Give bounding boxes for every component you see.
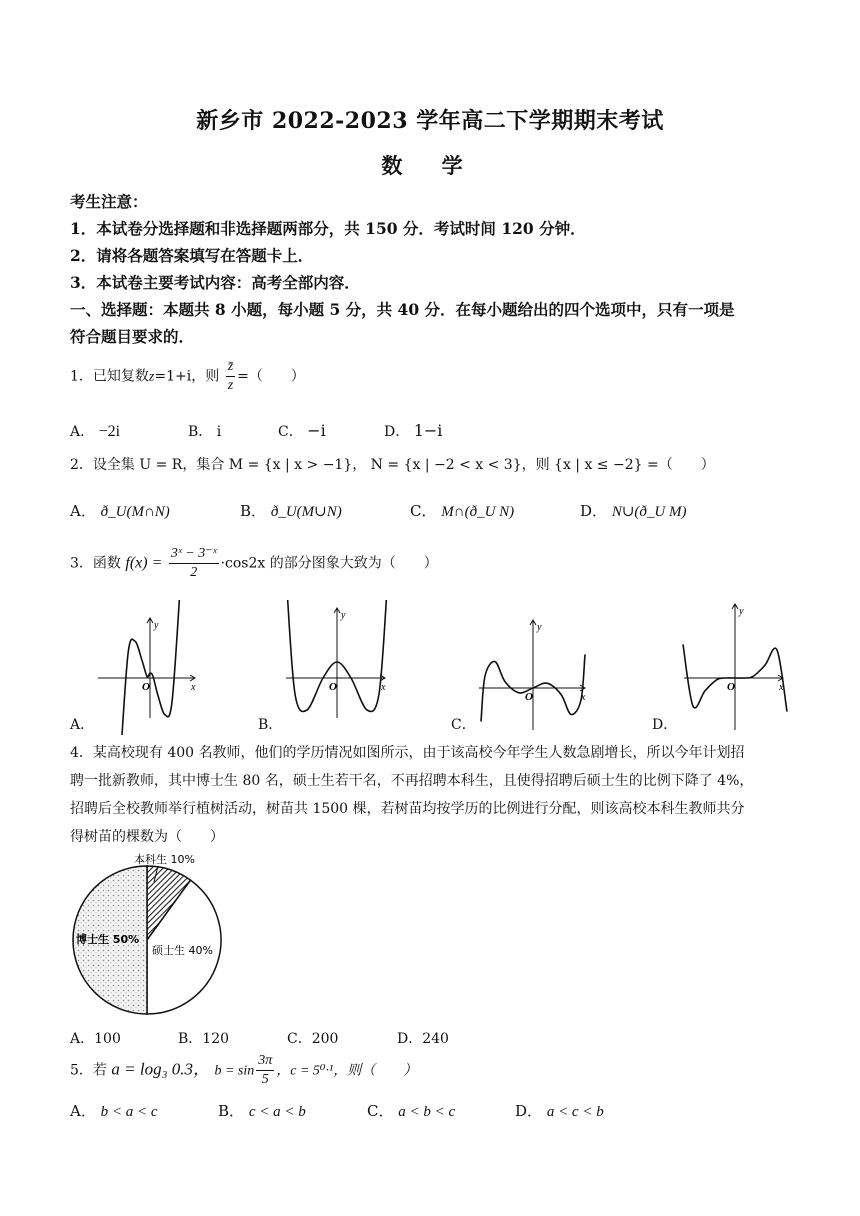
option-text: 1−i — [413, 421, 443, 440]
q5-option-d[interactable] — [515, 1100, 604, 1121]
option-text: i — [216, 424, 222, 440]
q1-fraction — [226, 358, 235, 395]
question-5-stem — [70, 1052, 800, 1089]
exam-title: 新乡市 2022-2023 学年高二下学期期末考试 — [196, 108, 664, 134]
option-label: D． — [580, 502, 608, 520]
q5-a-def: a = log₃ 0.3， — [111, 1059, 210, 1079]
q1-var: z — [148, 369, 155, 385]
q5-text: 5．若 — [70, 1062, 107, 1079]
x-axis-label: x — [581, 692, 586, 703]
q5-frac-den: 5 — [261, 1072, 269, 1087]
option-label: C． — [287, 1031, 312, 1047]
q3-option-c[interactable]: C． — [451, 717, 476, 733]
question-1-stem — [70, 358, 800, 395]
origin-label: O — [329, 681, 337, 693]
q3-func: f(x) = — [125, 554, 163, 572]
pie-label-master: 硕士生 40% — [152, 944, 213, 957]
q2-option-c[interactable] — [410, 500, 514, 521]
option-label: A． — [70, 424, 95, 440]
x-axis-label: x — [381, 682, 386, 693]
option-label: C． — [410, 502, 437, 520]
q3-option-a[interactable]: A． — [70, 717, 95, 733]
option-label: B． — [188, 424, 213, 440]
option-text: 240 — [422, 1031, 449, 1047]
option-label: D． — [515, 1102, 543, 1120]
option-label: B． — [178, 1031, 203, 1047]
option-label: C． — [278, 424, 303, 440]
q1-option-a[interactable] — [70, 421, 120, 441]
option-label: A． — [70, 1102, 96, 1120]
option-text: 100 — [94, 1031, 121, 1047]
y-axis-label: y — [341, 610, 346, 621]
q3-text-2: ·cos2x 的部分图象大致为（ ） — [220, 555, 438, 572]
q4-option-c[interactable] — [287, 1028, 338, 1048]
q5-frac-num: 3π — [256, 1052, 274, 1071]
option-text: a < b < c — [398, 1104, 456, 1120]
q1-frac-den: z — [227, 378, 234, 393]
q3-frac-den: 2 — [190, 565, 198, 580]
q1-frac-num: z̄ — [226, 358, 235, 377]
option-text: c < a < b — [248, 1104, 306, 1120]
notice-item-1: 1．本试卷分选择题和非选择题两部分，共 150 分．考试时间 120 分钟． — [70, 219, 586, 238]
q1-text-2: =1+i，则 — [154, 368, 220, 385]
question-3-stem — [70, 545, 800, 582]
question-2-stem: 2．设全集 U = R，集合 M = {x | x > −1}， N = {x | −2 < x < 3}，则 {x | x ≤ −2} =（ ） — [70, 457, 715, 473]
origin-label: O — [727, 681, 735, 693]
pie-label-doctor: 博士生 50% — [76, 933, 140, 946]
option-label: A． — [70, 1031, 95, 1047]
q5-option-a[interactable] — [70, 1100, 158, 1121]
q2-option-d[interactable] — [580, 500, 686, 521]
q3-text: 3．函数 — [70, 555, 121, 572]
q4-option-b[interactable] — [178, 1028, 229, 1048]
q3-fraction — [169, 545, 219, 582]
x-axis-label: x — [191, 682, 196, 693]
q3-graphs — [0, 600, 860, 735]
q1-option-b[interactable] — [188, 421, 221, 441]
option-label: B． — [240, 502, 267, 520]
option-label: D． — [397, 1031, 423, 1047]
y-axis-label: y — [739, 606, 744, 617]
option-label: C． — [367, 1102, 394, 1120]
option-text: 120 — [202, 1031, 230, 1047]
question-4-line-3: 招聘后全校教师举行植树活动，树苗共 1500 棵，若树苗均按学历的比例进行分配，则该高校本科生教师共分 — [70, 801, 745, 817]
option-text: −i — [307, 421, 326, 440]
section-heading-cont: 符合题目要求的． — [70, 327, 195, 346]
option-text: M∩(ð_U N) — [441, 504, 515, 520]
section-heading: 一、选择题：本题共 8 小题，每小题 5 分，共 40 分．在每小题给出的四个选项中，只有一项是 — [70, 300, 735, 319]
q5-fraction — [256, 1052, 274, 1089]
education-pie-chart — [62, 844, 232, 1024]
q1-option-c[interactable] — [278, 421, 326, 441]
question-4-line-2: 聘一批新教师，其中博士生 80 名，硕士生若干名，不再招聘本科生，且使得招聘后硕士生的比例下降了 4%， — [70, 773, 754, 789]
q4-option-d[interactable] — [397, 1028, 449, 1048]
q5-option-b[interactable] — [218, 1100, 306, 1121]
q5-option-c[interactable] — [367, 1100, 455, 1121]
y-axis-label: y — [537, 622, 542, 633]
option-text: ð_U(M∩N) — [100, 504, 170, 520]
option-text: b < a < c — [100, 1104, 158, 1120]
origin-label: O — [142, 681, 150, 693]
origin-label: O — [525, 691, 533, 703]
q3-option-d[interactable]: D． — [652, 717, 678, 733]
q5-c-def: ，c = 5⁰·¹，则（ ） — [276, 1063, 418, 1079]
subject-title: 数 学 — [381, 153, 479, 178]
option-text: a < c < b — [546, 1104, 604, 1120]
option-label: A． — [70, 502, 96, 520]
q2-option-a[interactable] — [70, 500, 170, 521]
notice-heading: 考生注意： — [70, 192, 148, 211]
q3-frac-num: 3ˣ − 3⁻ˣ — [169, 545, 219, 564]
option-text: −2i — [98, 423, 121, 440]
option-label: D． — [384, 424, 410, 440]
q1-text-3: =（ ） — [237, 368, 305, 385]
option-text: 200 — [311, 1031, 339, 1047]
notice-item-3: 3．本试卷主要考试内容：高考全部内容． — [70, 273, 360, 292]
question-4-line-1: 4．某高校现有 400 名教师，他们的学历情况如图所示，由于该高校今年学生人数急剧增长，所以今年计划招 — [70, 745, 745, 761]
q2-option-b[interactable] — [240, 500, 342, 521]
option-text: N∪(ð_U M) — [611, 504, 687, 520]
option-text: ð_U(M∪N) — [270, 504, 342, 520]
notice-item-2: 2．请将各题答案填写在答题卡上． — [70, 246, 314, 265]
q1-option-d[interactable] — [384, 421, 442, 441]
q3-option-b[interactable]: B． — [258, 717, 283, 733]
pie-label-bachelor: 本科生 10% — [134, 853, 195, 866]
question-4-line-4: 得树苗的棵数为（ ） — [70, 829, 224, 845]
y-axis-label: y — [154, 620, 159, 631]
q4-option-a[interactable] — [70, 1028, 121, 1048]
option-label: B． — [218, 1102, 245, 1120]
x-axis-label: x — [779, 682, 784, 693]
q5-b-def: b = sin — [214, 1063, 255, 1079]
q1-text: 1．已知复数 — [70, 368, 149, 385]
